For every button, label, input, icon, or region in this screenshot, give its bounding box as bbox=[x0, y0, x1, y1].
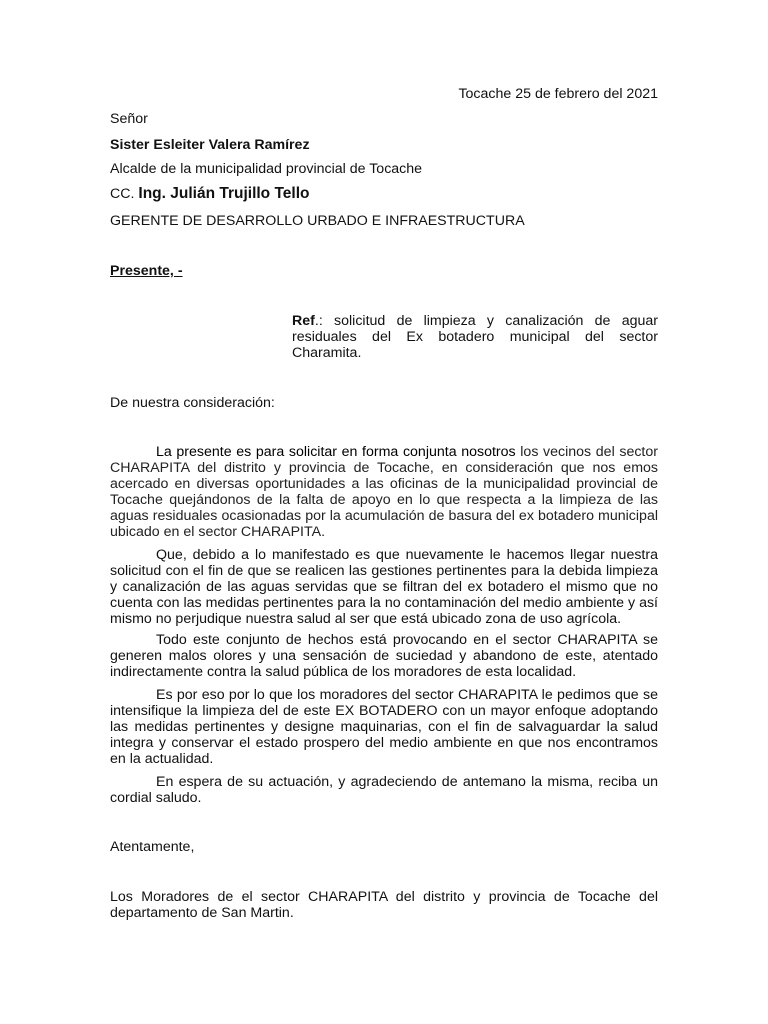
signature-block: Los Moradores de el sector CHARAPITA del distrito y provincia de Tocache del departamento de San Martin. bbox=[110, 889, 658, 921]
ref-text: .: solicitud de limpieza y canalización de aguar residuales del Ex botadero municipal del sector Charamita. bbox=[292, 313, 658, 361]
presente-heading: Presente, - bbox=[110, 263, 183, 279]
date-line: Tocache 25 de febrero del 2021 bbox=[458, 86, 658, 102]
recipient-position: Alcalde de la municipalidad provincial de Tocache bbox=[110, 161, 423, 177]
recipient-name: Sister Esleiter Valera Ramírez bbox=[110, 137, 310, 153]
paragraph-4: Es por eso por lo que los moradores del sector CHARAPITA le pedimos que se intensifique la limpieza del de este EX BOTADERO con un mayor enfoque adoptando las medidas pertinentes y designe maquinarias, con el fin de salvaguardar la salud integra y conservar el estado prospero del medio ambiente en que nos encontramos en la actualidad. bbox=[110, 687, 658, 767]
closing: Atentamente, bbox=[110, 839, 195, 855]
cc-prefix: CC. bbox=[110, 186, 135, 202]
greeting: De nuestra consideración: bbox=[110, 395, 275, 411]
cc-line bbox=[110, 186, 309, 202]
paragraph-1-rest: los vecinos del sector CHARAPITA del distrito y provincia de Tocache, en consideración que nos emos acercado en diversas oportunidades a las oficinas de la municipalidad provincial de Tocache quejándonos de la falta de apoyo en lo que respecta a la limpieza de las aguas residuales ocasionadas por la acumulación de basura del ex botadero municipal ubicado en el sector CHARAPITA. bbox=[110, 444, 658, 540]
paragraph-2: Que, debido a lo manifestado es que nuevamente le hacemos llegar nuestra solicitud con el fin de que se realicen las gestiones pertinentes para la debida limpieza y canalización de las aguas servidas que se filtran del ex botadero el mismo que no cuenta con las medidas pertinentes para la no contaminación del medio ambiente y así mismo no perjudique nuestra salud al ser que está ubicado zona de uso agrícola. bbox=[110, 547, 658, 627]
cc-name: Ing. Julián Trujillo Tello bbox=[138, 185, 310, 202]
ref-label: Ref bbox=[292, 313, 315, 329]
paragraph-1 bbox=[110, 444, 658, 540]
paragraph-3: Todo este conjunto de hechos está provocando en el sector CHARAPITA se generen malos olores y una sensación de suciedad y abandono de este, atentado indirectamente contra la salud pública de los moradores de esta localidad. bbox=[110, 632, 658, 680]
salutation: Señor bbox=[110, 111, 148, 127]
cc-position: GERENTE DE DESARROLLO URBADO E INFRAESTRUCTURA bbox=[110, 213, 525, 229]
paragraph-1-lead: La presente es para solicitar en forma conjunta nosotros bbox=[156, 444, 516, 460]
reference-block bbox=[292, 313, 658, 361]
paragraph-5: En espera de su actuación, y agradeciendo de antemano la misma, reciba un cordial saludo. bbox=[110, 774, 658, 806]
